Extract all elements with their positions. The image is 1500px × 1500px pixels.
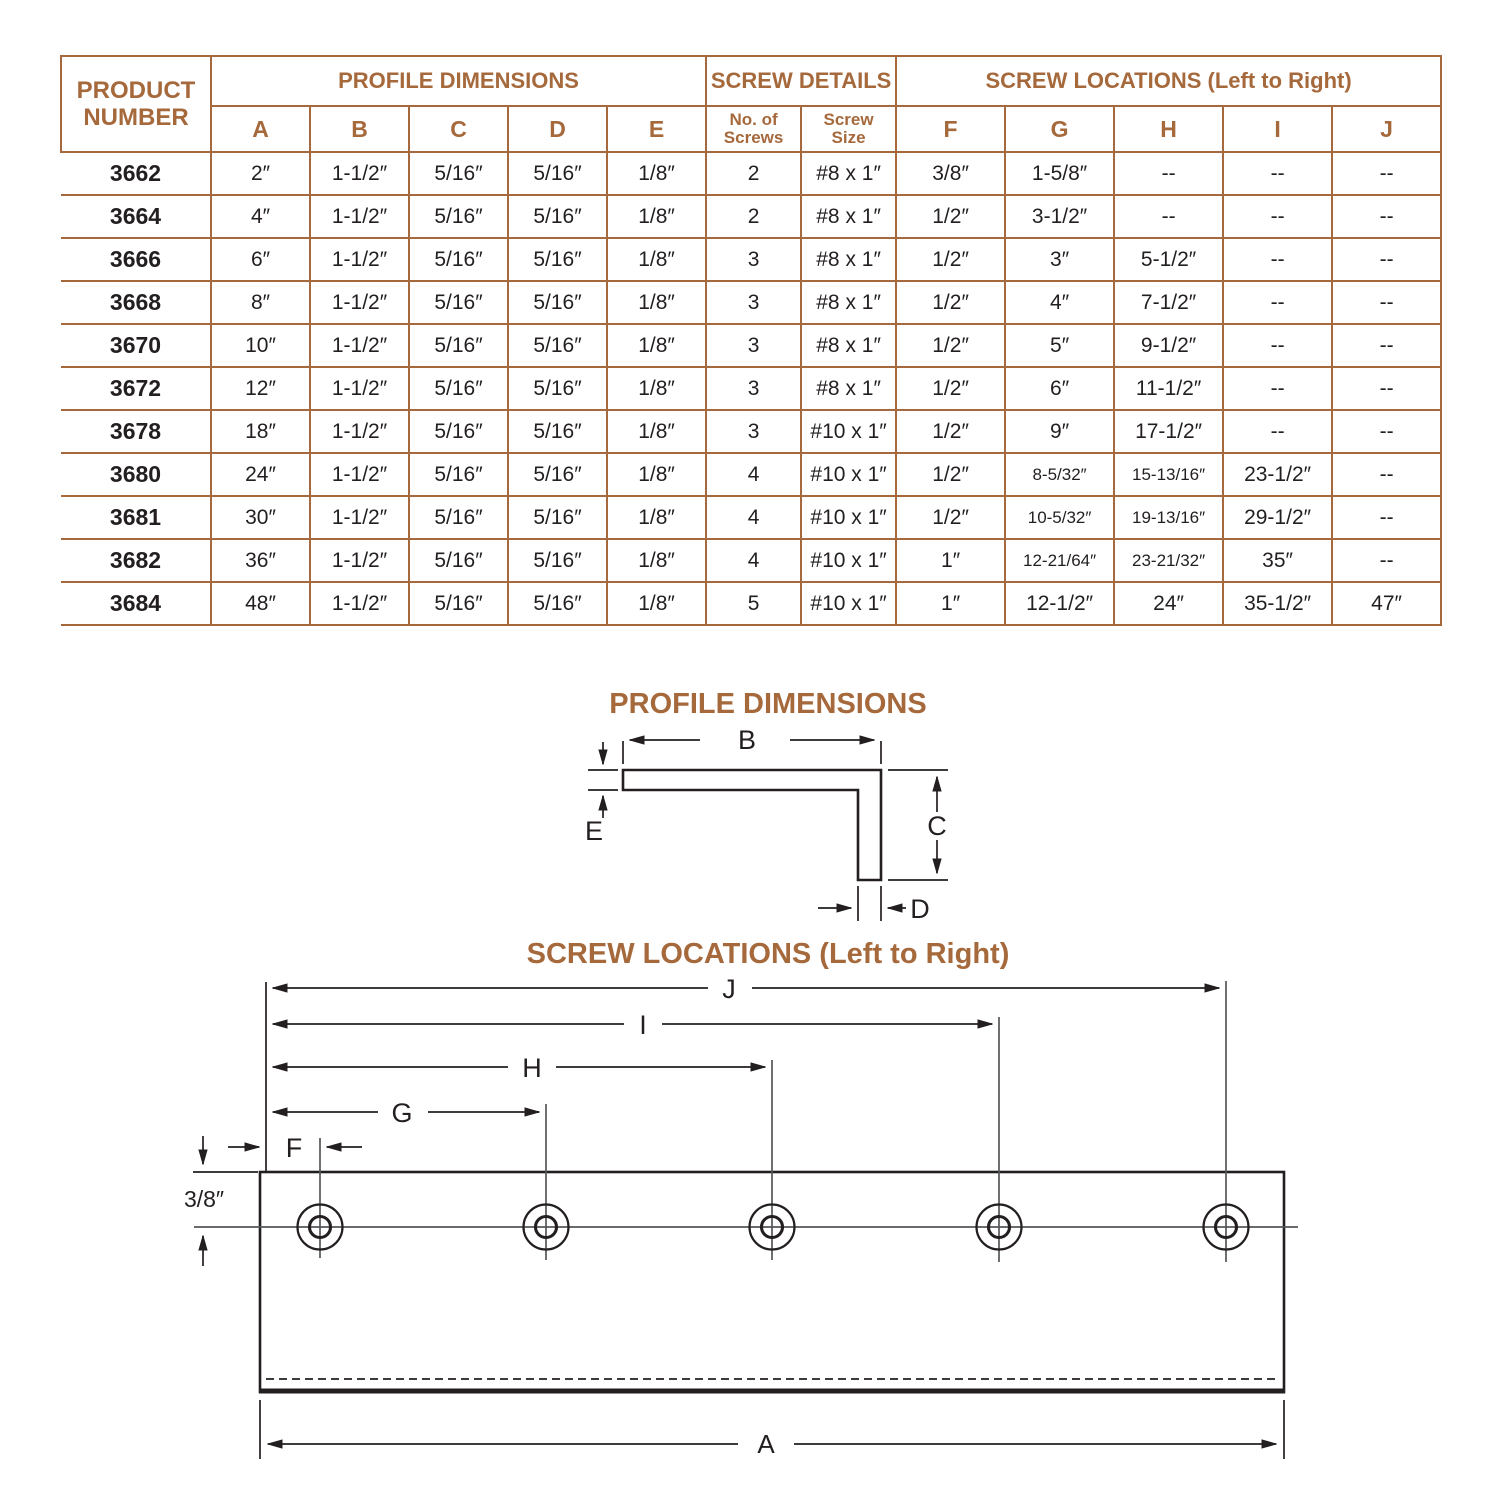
- group-header-profile-dimensions: PROFILE DIMENSIONS: [211, 56, 706, 106]
- profile-label-b: B: [737, 725, 757, 755]
- col-header-no-of-screws: [706, 106, 801, 152]
- table-cell: 5/16″: [409, 582, 508, 625]
- table-cell: 5/16″: [409, 152, 508, 195]
- table-cell: 35-1/2″: [1223, 582, 1332, 625]
- table-cell: 1/2″: [896, 195, 1005, 238]
- screw-label-a: A: [757, 1429, 775, 1459]
- table-cell: 9″: [1005, 410, 1114, 453]
- table-cell: 3: [706, 238, 801, 281]
- col-header-h: H: [1114, 106, 1223, 152]
- table-row: [61, 324, 1441, 367]
- table-cell: 1/2″: [896, 410, 1005, 453]
- table-cell: 1-5/8″: [1005, 152, 1114, 195]
- table-row: [61, 367, 1441, 410]
- table-cell: 29-1/2″: [1223, 496, 1332, 539]
- table-cell: 4″: [1005, 281, 1114, 324]
- table-cell: 5/16″: [508, 152, 607, 195]
- table-cell: 5/16″: [508, 367, 607, 410]
- table-cell: 5/16″: [409, 324, 508, 367]
- profile-label-d: D: [910, 894, 930, 924]
- table-row: [61, 281, 1441, 324]
- table-cell: --: [1332, 281, 1441, 324]
- table-cell: 3″: [1005, 238, 1114, 281]
- table-cell: 1-1/2″: [310, 410, 409, 453]
- product-number-cell: 3668: [61, 281, 211, 324]
- table-cell: #8 x 1″: [801, 281, 896, 324]
- dim-b: [623, 725, 881, 764]
- col-header-e: E: [607, 106, 706, 152]
- table-cell: #10 x 1″: [801, 453, 896, 496]
- table-cell: #8 x 1″: [801, 238, 896, 281]
- table-cell: 2: [706, 195, 801, 238]
- table-cell: 1/8″: [607, 367, 706, 410]
- table-cell: 1/8″: [607, 281, 706, 324]
- table-cell: 1-1/2″: [310, 238, 409, 281]
- product-number-cell: 3681: [61, 496, 211, 539]
- product-number-cell: 3664: [61, 195, 211, 238]
- table-cell: 5/16″: [409, 281, 508, 324]
- table-cell: 1/8″: [607, 410, 706, 453]
- dim-offset-3-8: [184, 1136, 258, 1266]
- table-cell: 5/16″: [409, 539, 508, 582]
- table-cell: 5/16″: [409, 367, 508, 410]
- product-number-cell: 3662: [61, 152, 211, 195]
- table-cell: 10″: [211, 324, 310, 367]
- col-header-j: J: [1332, 106, 1441, 152]
- dim-e: [585, 742, 618, 846]
- table-cell: 5/16″: [409, 195, 508, 238]
- table-row: [61, 410, 1441, 453]
- table-cell: 5/16″: [508, 539, 607, 582]
- table-cell: 5/16″: [508, 195, 607, 238]
- table-cell: 1/8″: [607, 496, 706, 539]
- profile-diagram-title: PROFILE DIMENSIONS: [609, 688, 927, 720]
- table-cell: 1-1/2″: [310, 195, 409, 238]
- table-cell: 4: [706, 496, 801, 539]
- table-cell: 6″: [1005, 367, 1114, 410]
- table-cell: 23-21/32″: [1114, 539, 1223, 582]
- table-cell: --: [1223, 367, 1332, 410]
- profile-label-c: C: [927, 811, 947, 841]
- table-cell: 5/16″: [508, 281, 607, 324]
- screw-label-f: F: [285, 1133, 303, 1163]
- table-cell: 3: [706, 324, 801, 367]
- col-header-g: G: [1005, 106, 1114, 152]
- col-header-d: D: [508, 106, 607, 152]
- table-cell: --: [1332, 367, 1441, 410]
- table-cell: 1″: [896, 539, 1005, 582]
- table-cell: 3/8″: [896, 152, 1005, 195]
- profile-label-e: E: [584, 816, 604, 846]
- table-cell: 36″: [211, 539, 310, 582]
- profile-dimensions-diagram: [0, 720, 1500, 950]
- table-cell: 8-5/32″: [1005, 453, 1114, 496]
- table-row: [61, 238, 1441, 281]
- table-cell: 17-1/2″: [1114, 410, 1223, 453]
- table-cell: --: [1332, 496, 1441, 539]
- table-cell: 5/16″: [508, 410, 607, 453]
- group-header-screw-details: SCREW DETAILS: [706, 56, 896, 106]
- table-cell: 1/2″: [896, 324, 1005, 367]
- spec-table: [60, 55, 1442, 626]
- col-header-a: A: [211, 106, 310, 152]
- table-cell: #10 x 1″: [801, 539, 896, 582]
- table-cell: 24″: [1114, 582, 1223, 625]
- table-cell: --: [1114, 152, 1223, 195]
- table-cell: 11-1/2″: [1114, 367, 1223, 410]
- product-number-cell: 3666: [61, 238, 211, 281]
- screw-size-line2: Size: [831, 128, 866, 147]
- table-cell: --: [1223, 281, 1332, 324]
- profile-outline: [623, 770, 881, 880]
- table-cell: 7-1/2″: [1114, 281, 1223, 324]
- table-cell: #8 x 1″: [801, 152, 896, 195]
- table-cell: 1/8″: [607, 195, 706, 238]
- no-of-screws-line1: No. of: [729, 110, 778, 129]
- col-header-f: F: [896, 106, 1005, 152]
- dim-d: [818, 886, 930, 924]
- table-cell: 1/2″: [896, 367, 1005, 410]
- table-cell: --: [1223, 324, 1332, 367]
- table-cell: 5: [706, 582, 801, 625]
- table-row: [61, 453, 1441, 496]
- no-of-screws-line2: Screws: [723, 128, 784, 147]
- dim-j: [273, 974, 1219, 1004]
- table-row: [61, 496, 1441, 539]
- table-cell: 19-13/16″: [1114, 496, 1223, 539]
- table-cell: 9-1/2″: [1114, 324, 1223, 367]
- table-cell: --: [1114, 195, 1223, 238]
- screw-label-h: H: [522, 1053, 542, 1083]
- table-cell: 12″: [211, 367, 310, 410]
- table-cell: 24″: [211, 453, 310, 496]
- table-cell: #8 x 1″: [801, 324, 896, 367]
- table-cell: --: [1332, 238, 1441, 281]
- table-cell: 1/2″: [896, 453, 1005, 496]
- group-header-screw-locations: SCREW LOCATIONS (Left to Right): [896, 56, 1441, 106]
- table-cell: #10 x 1″: [801, 410, 896, 453]
- table-cell: --: [1223, 238, 1332, 281]
- table-cell: --: [1223, 195, 1332, 238]
- table-cell: 1-1/2″: [310, 281, 409, 324]
- table-cell: 1/8″: [607, 152, 706, 195]
- table-cell: 1-1/2″: [310, 324, 409, 367]
- table-cell: 10-5/32″: [1005, 496, 1114, 539]
- screw-size-line1: Screw: [823, 110, 874, 129]
- table-cell: 1/2″: [896, 496, 1005, 539]
- table-cell: --: [1332, 324, 1441, 367]
- table-cell: 5/16″: [409, 453, 508, 496]
- table-cell: 48″: [211, 582, 310, 625]
- table-cell: 2″: [211, 152, 310, 195]
- table-cell: 5/16″: [508, 453, 607, 496]
- table-cell: 3: [706, 281, 801, 324]
- table-cell: --: [1223, 410, 1332, 453]
- table-cell: 23-1/2″: [1223, 453, 1332, 496]
- table-row: [61, 582, 1441, 625]
- table-cell: 35″: [1223, 539, 1332, 582]
- product-number-cell: 3680: [61, 453, 211, 496]
- table-cell: 8″: [211, 281, 310, 324]
- table-cell: 1-1/2″: [310, 152, 409, 195]
- dim-a: [260, 1400, 1284, 1459]
- dim-f: [228, 1133, 362, 1163]
- product-header-line1: PRODUCT: [76, 77, 196, 104]
- col-header-c: C: [409, 106, 508, 152]
- table-cell: --: [1332, 539, 1441, 582]
- table-cell: #8 x 1″: [801, 367, 896, 410]
- table-cell: 12-21/64″: [1005, 539, 1114, 582]
- table-cell: 5/16″: [409, 410, 508, 453]
- table-cell: #10 x 1″: [801, 496, 896, 539]
- screw-label-i: I: [639, 1010, 647, 1040]
- table-cell: 5/16″: [508, 238, 607, 281]
- table-cell: 30″: [211, 496, 310, 539]
- dim-i: [273, 1010, 992, 1040]
- table-cell: 4: [706, 453, 801, 496]
- table-cell: #8 x 1″: [801, 195, 896, 238]
- table-cell: --: [1332, 453, 1441, 496]
- screw-label-g: G: [391, 1098, 413, 1128]
- table-cell: 6″: [211, 238, 310, 281]
- table-cell: 12-1/2″: [1005, 582, 1114, 625]
- col-header-screw-size: [801, 106, 896, 152]
- col-header-b: B: [310, 106, 409, 152]
- table-cell: #10 x 1″: [801, 582, 896, 625]
- table-cell: 1-1/2″: [310, 367, 409, 410]
- table-cell: 1″: [896, 582, 1005, 625]
- table-cell: 1/8″: [607, 324, 706, 367]
- table-cell: 5″: [1005, 324, 1114, 367]
- table-cell: 18″: [211, 410, 310, 453]
- dim-h: [273, 1053, 765, 1083]
- table-cell: 1/2″: [896, 238, 1005, 281]
- table-cell: 1-1/2″: [310, 496, 409, 539]
- table-cell: 1-1/2″: [310, 539, 409, 582]
- screw-diagram-title: SCREW LOCATIONS (Left to Right): [526, 938, 1010, 970]
- table-cell: --: [1223, 152, 1332, 195]
- table-cell: 1-1/2″: [310, 582, 409, 625]
- product-number-cell: 3682: [61, 539, 211, 582]
- screw-label-j: J: [722, 974, 736, 1004]
- table-cell: 1-1/2″: [310, 453, 409, 496]
- product-header-line2: NUMBER: [83, 104, 189, 131]
- table-cell: 5/16″: [409, 496, 508, 539]
- table-cell: 5/16″: [409, 238, 508, 281]
- table-cell: 2: [706, 152, 801, 195]
- table-row: [61, 195, 1441, 238]
- table-cell: --: [1332, 152, 1441, 195]
- product-number-cell: 3672: [61, 367, 211, 410]
- table-cell: 5/16″: [508, 324, 607, 367]
- table-cell: 5/16″: [508, 582, 607, 625]
- table-cell: 4: [706, 539, 801, 582]
- table-cell: 15-13/16″: [1114, 453, 1223, 496]
- screw-locations-diagram: [0, 975, 1500, 1485]
- table-cell: 4″: [211, 195, 310, 238]
- product-number-cell: 3670: [61, 324, 211, 367]
- table-cell: 1/8″: [607, 582, 706, 625]
- table-cell: 3-1/2″: [1005, 195, 1114, 238]
- product-number-cell: 3684: [61, 582, 211, 625]
- product-number-cell: 3678: [61, 410, 211, 453]
- table-cell: --: [1332, 195, 1441, 238]
- table-cell: 1/8″: [607, 453, 706, 496]
- dim-g: [273, 1098, 539, 1128]
- product-number-header: [61, 56, 211, 152]
- table-cell: 1/8″: [607, 539, 706, 582]
- table-row: [61, 152, 1441, 195]
- table-cell: 3: [706, 410, 801, 453]
- table-row: [61, 539, 1441, 582]
- col-header-i: I: [1223, 106, 1332, 152]
- table-cell: 1/2″: [896, 281, 1005, 324]
- table-cell: 47″: [1332, 582, 1441, 625]
- dim-c: [888, 770, 948, 880]
- table-cell: 1/8″: [607, 238, 706, 281]
- screw-label-offset: 3/8″: [183, 1186, 225, 1212]
- table-cell: 5-1/2″: [1114, 238, 1223, 281]
- table-cell: 5/16″: [508, 496, 607, 539]
- table-cell: 3: [706, 367, 801, 410]
- table-cell: --: [1332, 410, 1441, 453]
